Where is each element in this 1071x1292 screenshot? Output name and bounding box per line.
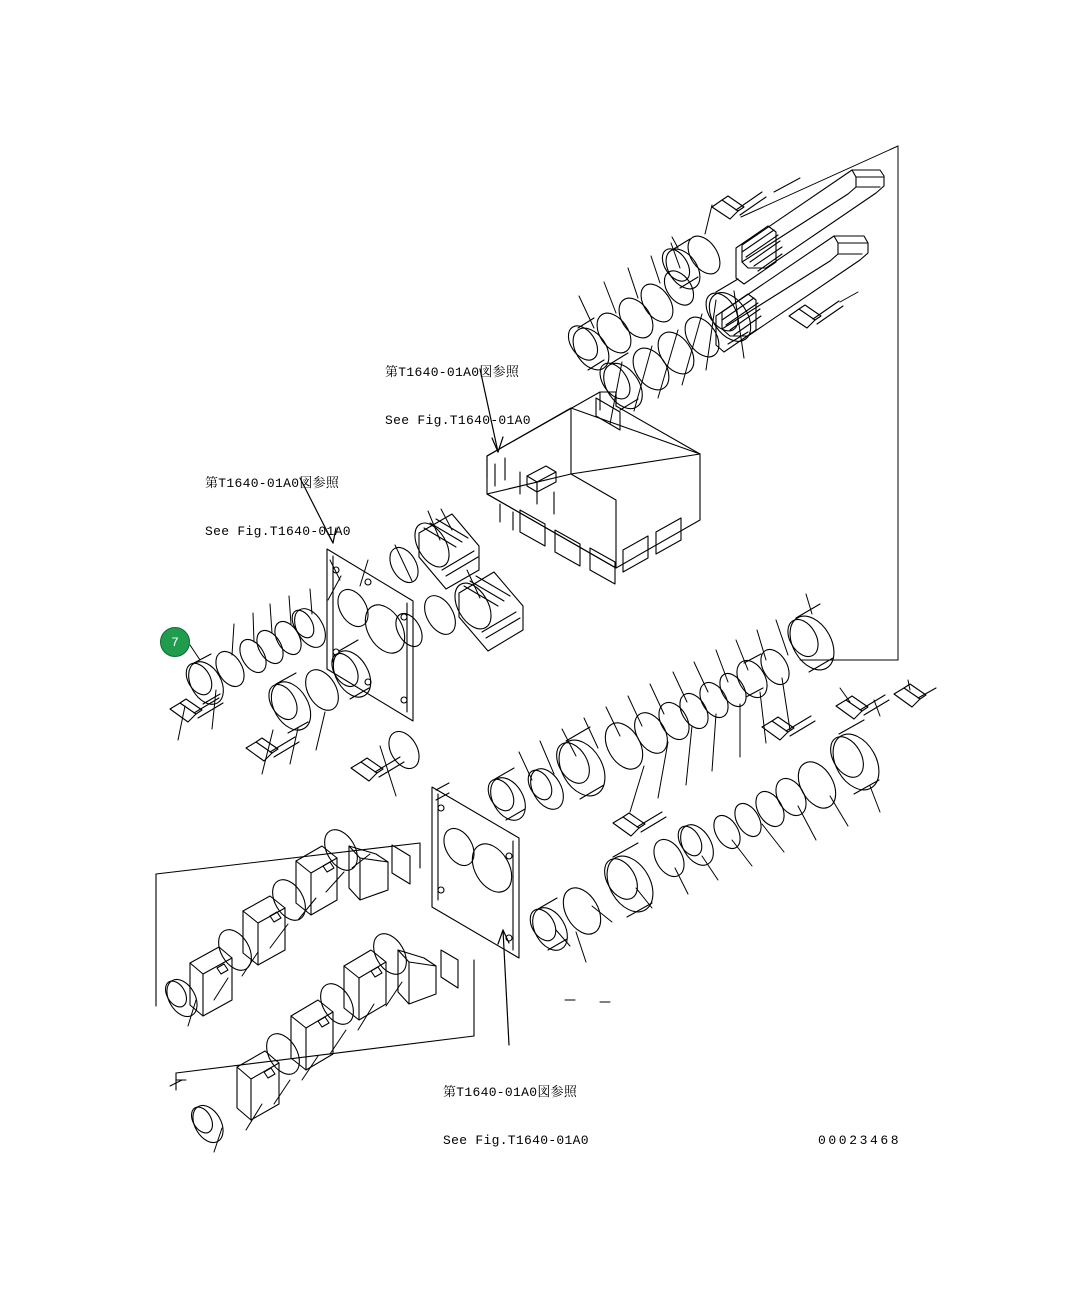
reference-note-2-japanese: 第T1640-01A0図参照 [205, 476, 340, 491]
reference-note-3-japanese: 第T1640-01A0図参照 [443, 1085, 578, 1100]
bolt-group-left [170, 698, 404, 781]
bearing-ring-stack-top-2 [594, 279, 759, 416]
lower-bearing-train [383, 604, 843, 826]
drawing-number: 00023468 [818, 1133, 902, 1148]
rotor-assembly-lower-row [176, 928, 474, 1148]
lower-right-retainer [525, 720, 888, 956]
reference-note-1 [385, 333, 531, 461]
reference-note-2-english: See Fig.T1640-01A0 [205, 524, 351, 539]
reference-note-1-english: See Fig.T1640-01A0 [385, 413, 531, 428]
reference-note-3 [443, 1053, 589, 1181]
callout-badge-7[interactable]: 7 [160, 627, 190, 657]
reference-note-1-japanese: 第T1640-01A0図参照 [385, 365, 520, 380]
left-flange-plate [327, 549, 413, 721]
reference-note-2 [205, 444, 351, 572]
reference-note-3-english: See Fig.T1640-01A0 [443, 1133, 589, 1148]
rotor-assembly-upper-row [156, 824, 420, 1022]
outer-leader-frame [741, 146, 898, 660]
upper-shaft-assembly [562, 170, 884, 424]
roller-bearing-cluster-left [384, 514, 523, 651]
bolt-group-right [613, 684, 936, 836]
bearing-ring-stack-top [562, 230, 726, 376]
lower-center-flange [432, 783, 520, 958]
